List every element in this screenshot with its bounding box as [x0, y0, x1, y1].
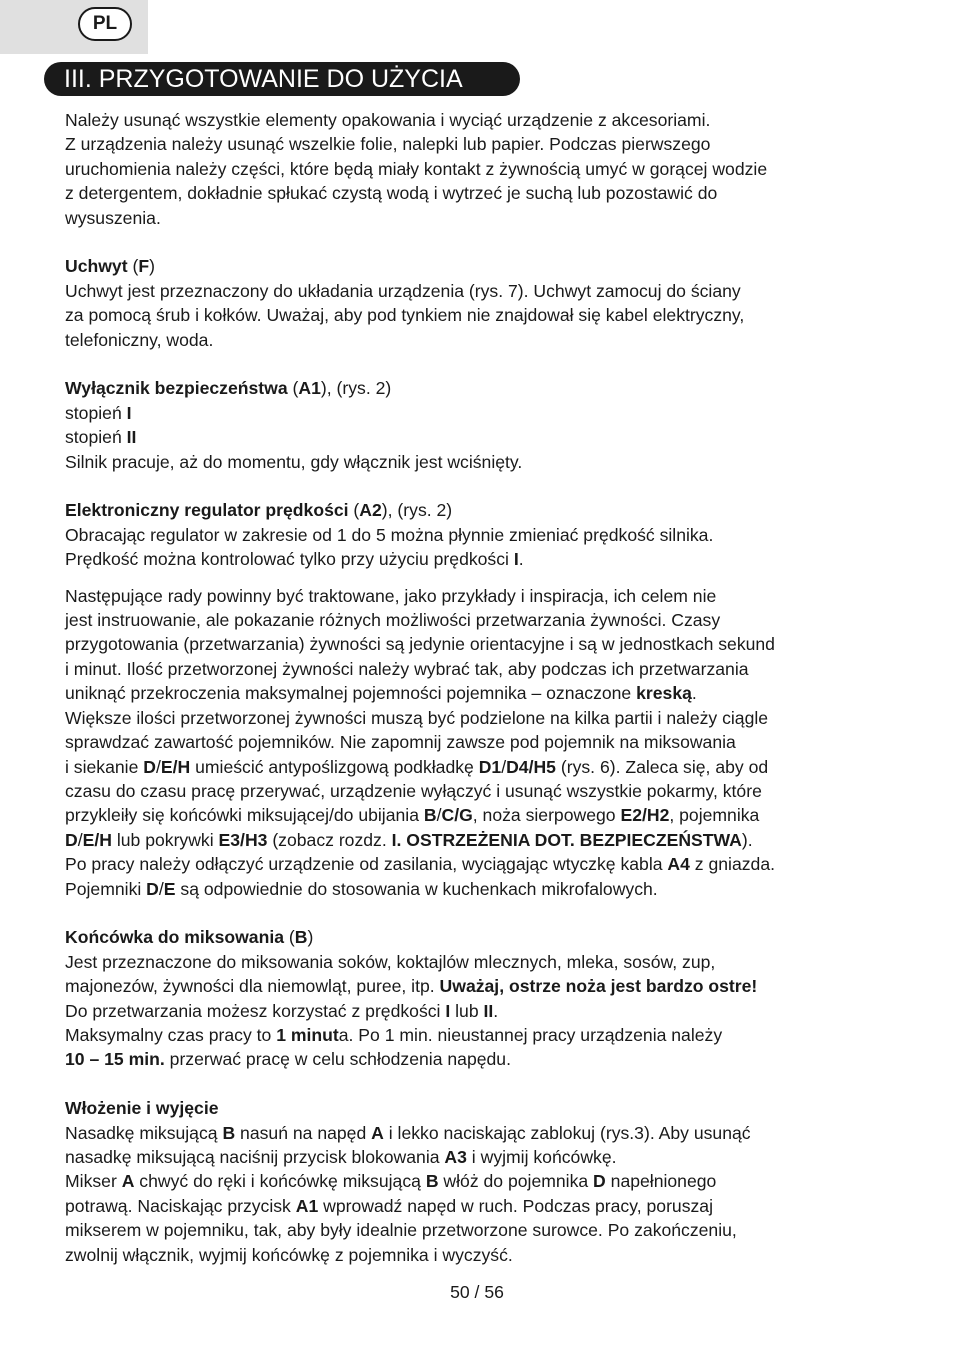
text-line: D/E/H lub pokrywki E3/H3 (zobacz rozdz. I. OSTRZEŻENIA DOT. BEZPIECZEŃSTWA).	[65, 829, 753, 850]
text-line: Obracając regulator w zakresie od 1 do 5 można płynnie zmieniać prędkość silnika.	[65, 524, 714, 545]
text-line: jest instruowanie, ale pokazanie różnych możliwości przetwarzania żywności. Czasy	[65, 610, 721, 631]
level-line: stopień I	[65, 402, 132, 423]
text-line: Silnik pracuje, aż do momentu, gdy włącznik jest wciśnięty.	[65, 451, 523, 472]
text-line: Następujące rady powinny być traktowane, jako przykłady i inspiracja, ich celem nie	[65, 585, 717, 606]
text-line: z detergentem, dokładnie spłukać czystą wodą i wytrzeć je suchą lub pozostawić do	[65, 183, 718, 204]
text-line: Większe ilości przetworzonej żywności muszą być podzielone na kilka partii i należy ciągle	[65, 707, 769, 728]
text-line: mikserem w pojemniku, tak, aby były idealnie przetworzone surowce. Po zakończeniu,	[65, 1220, 737, 1241]
text-line: Prędkość można kontrolować tylko przy użyciu prędkości I.	[65, 549, 524, 570]
text-line: sprawdzać zawartość pojemników. Nie zapomnij zawsze pod pojemnik na miksowania	[65, 732, 736, 753]
text-line: i minut. Ilość przetworzonej żywności należy wybrać tak, aby podczas ich przetwarzania	[65, 658, 749, 679]
language-badge: PL	[78, 7, 132, 41]
text-line: za pomocą śrub i kołków. Uważaj, aby pod tynkiem nie znajdował się kabel elektryczny,	[65, 305, 745, 326]
text-line: Maksymalny czas pracy to 1 minuta. Po 1 min. nieustannej pracy urządzenia należy	[65, 1024, 723, 1045]
speed-regulator-section	[65, 498, 905, 571]
mixing-tip-section	[65, 925, 905, 1071]
text-line: czasu do czasu pracę przerywać, urządzenie wyłączyć i usunąć wszystkie pokarmy, które	[65, 780, 762, 801]
text-line: Należy usunąć wszystkie elementy opakowania i wyciąć urządzenie z akcesoriami.	[65, 110, 711, 130]
text-line: Jest przeznaczone do miksowania soków, koktajlów mlecznych, mleka, sosów, zup,	[65, 951, 716, 972]
insert-remove-heading: Włożenie i wyjęcie	[65, 1098, 219, 1119]
text-line: Uchwyt jest przeznaczony do układania urządzenia (rys. 7). Uchwyt zamocuj do ściany	[65, 280, 741, 301]
section-title: III. PRZYGOTOWANIE DO UŻYCIA	[44, 62, 520, 96]
safety-switch-section	[65, 376, 905, 474]
text-line: Do przetwarzania możesz korzystać z prędkości I lub II.	[65, 1000, 499, 1021]
text-line: przykleiły się końcówki miksującej/do ubijania B/C/G, noża sierpowego E2/H2, pojemnika	[65, 805, 760, 826]
level-line: stopień II	[65, 427, 137, 448]
text-line: 10 – 15 min. przerwać pracę w celu schłodzenia napędu.	[65, 1049, 511, 1070]
text-line: Mikser A chwyć do ręki i końcówkę miksującą B włóż do pojemnika D napełnionego	[65, 1171, 717, 1192]
text-line: potrawą. Naciskając przycisk A1 wprowadź napęd w ruch. Podczas pracy, poruszaj	[65, 1195, 714, 1216]
text-line: wysuszenia.	[65, 207, 161, 228]
text-line: Pojemniki D/E są odpowiednie do stosowania w kuchenkach mikrofalowych.	[65, 878, 658, 899]
language-tab-background	[0, 0, 148, 54]
text-line: uruchomienia należy części, które będą miały kontakt z żywnością umyć w gorącej wodzie	[65, 158, 768, 179]
holder-heading: Uchwyt (F)	[65, 256, 155, 277]
text-line: Nasadkę miksującą B nasuń na napęd A i lekko naciskając zablokuj (rys.3). Aby usunąć	[65, 1122, 751, 1143]
text-line: przygotowania (przetwarzania) żywności są jedynie orientacyjne i są w jednostkach sekund	[65, 634, 775, 655]
text-line: Po pracy należy odłączyć urządzenie od zasilania, wyciągając wtyczkę kabla A4 z gniazda.	[65, 854, 775, 875]
mixing-tip-heading: Końcówka do miksowania (B)	[65, 927, 314, 948]
text-line: telefoniczny, woda.	[65, 329, 214, 350]
text-line: Z urządzenia należy usunąć wszelkie folie, nalepki lub papier. Podczas pierwszego	[65, 134, 711, 155]
text-line: uniknąć przekroczenia maksymalnej pojemności pojemnika – oznaczone kreską.	[65, 683, 697, 704]
page-number: 50 / 56	[450, 1282, 504, 1302]
text-line: zwolnij włącznik, wyjmij końcówkę z pojemnika i wyczyść.	[65, 1244, 513, 1265]
holder-section	[65, 254, 905, 352]
tips-section	[65, 584, 905, 901]
document-body	[65, 108, 905, 1267]
text-line: i siekanie D/E/H umieścić antypoślizgową podkładkę D1/D4/H5 (rys. 6). Zaleca się, aby od	[65, 756, 769, 777]
safety-switch-heading: Wyłącznik bezpieczeństwa (A1), (rys. 2)	[65, 378, 392, 399]
speed-regulator-heading: Elektroniczny regulator prędkości (A2), (rys. 2)	[65, 500, 453, 521]
text-line: majonezów, żywności dla niemowląt, puree, itp. Uważaj, ostrze noża jest bardzo ostre!	[65, 976, 758, 997]
intro-paragraph	[65, 108, 905, 230]
insert-remove-section	[65, 1096, 905, 1267]
text-line: nasadkę miksującą naciśnij przycisk blokowania A3 i wyjmij końcówkę.	[65, 1146, 617, 1167]
